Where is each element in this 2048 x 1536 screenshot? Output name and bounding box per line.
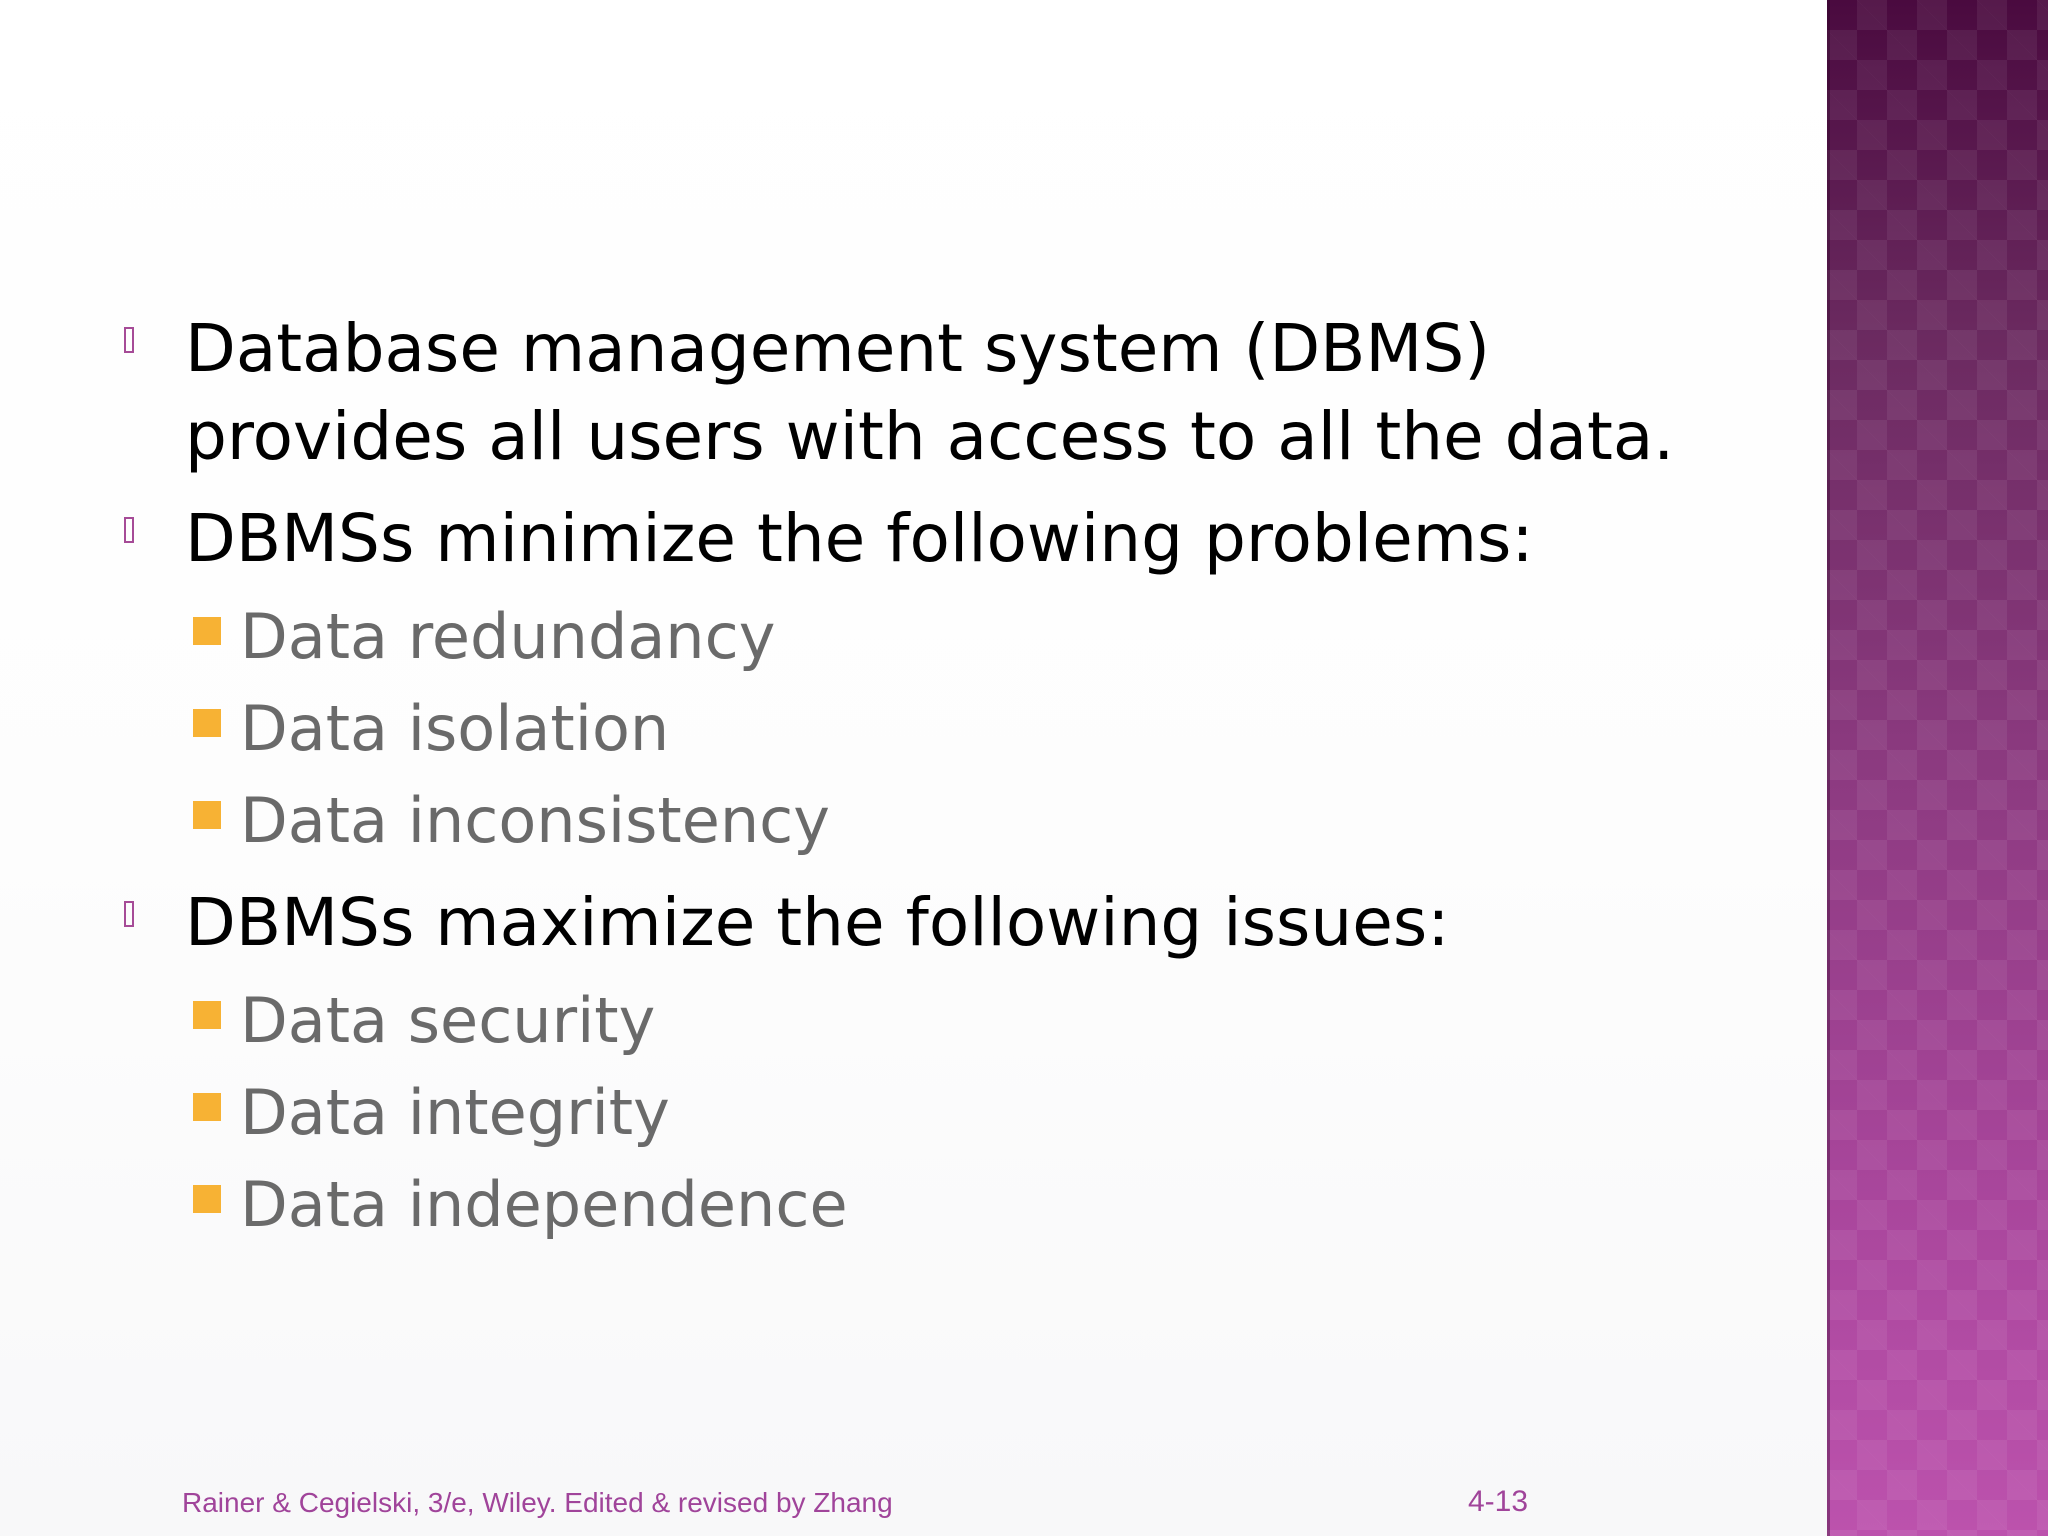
- band-edge: [1827, 0, 1830, 1536]
- bullet-point-text: DBMSs minimize the following problems:: [185, 500, 1534, 577]
- diamond-pattern: [1827, 0, 2048, 1536]
- square-bullet-icon: [193, 617, 221, 645]
- decorative-side-band: [1827, 0, 2048, 1536]
- bullet-marker-icon: [124, 327, 134, 353]
- sub-bullet-list-problems: [120, 591, 1760, 867]
- square-bullet-icon: [193, 709, 221, 737]
- sub-bullet-text: Data security: [240, 984, 656, 1057]
- bullet-point-1: [120, 305, 1760, 481]
- footer-credit: Rainer & Cegielski, 3/e, Wiley. Edited & revised by Zhang: [182, 1487, 893, 1518]
- sub-bullet-item: [120, 1159, 1760, 1251]
- square-bullet-icon: [193, 1093, 221, 1121]
- slide-number: 4-13: [1468, 1485, 1529, 1518]
- bullet-marker-icon: [124, 517, 134, 543]
- slide-body: [120, 305, 1760, 1263]
- square-bullet-icon: [193, 1001, 221, 1029]
- sub-bullet-text: Data integrity: [240, 1076, 670, 1149]
- sub-bullet-item: [120, 683, 1760, 775]
- bullet-point-text: Database management system (DBMS) provides all users with access to all the data.: [185, 310, 1675, 475]
- square-bullet-icon: [193, 801, 221, 829]
- sub-bullet-item: [120, 775, 1760, 867]
- bullet-point-3: [120, 879, 1760, 967]
- sub-bullet-item: [120, 591, 1760, 683]
- sub-bullet-item: [120, 975, 1760, 1067]
- bullet-point-2: [120, 495, 1760, 583]
- sub-bullet-text: Data inconsistency: [240, 784, 830, 857]
- sub-bullet-text: Data isolation: [240, 692, 670, 765]
- sub-bullet-list-issues: [120, 975, 1760, 1251]
- sub-bullet-item: [120, 1067, 1760, 1159]
- bullet-point-text: DBMSs maximize the following issues:: [185, 884, 1450, 961]
- bullet-marker-icon: [124, 901, 134, 927]
- sub-bullet-text: Data independence: [240, 1168, 848, 1241]
- sub-bullet-text: Data redundancy: [240, 600, 776, 673]
- square-bullet-icon: [193, 1185, 221, 1213]
